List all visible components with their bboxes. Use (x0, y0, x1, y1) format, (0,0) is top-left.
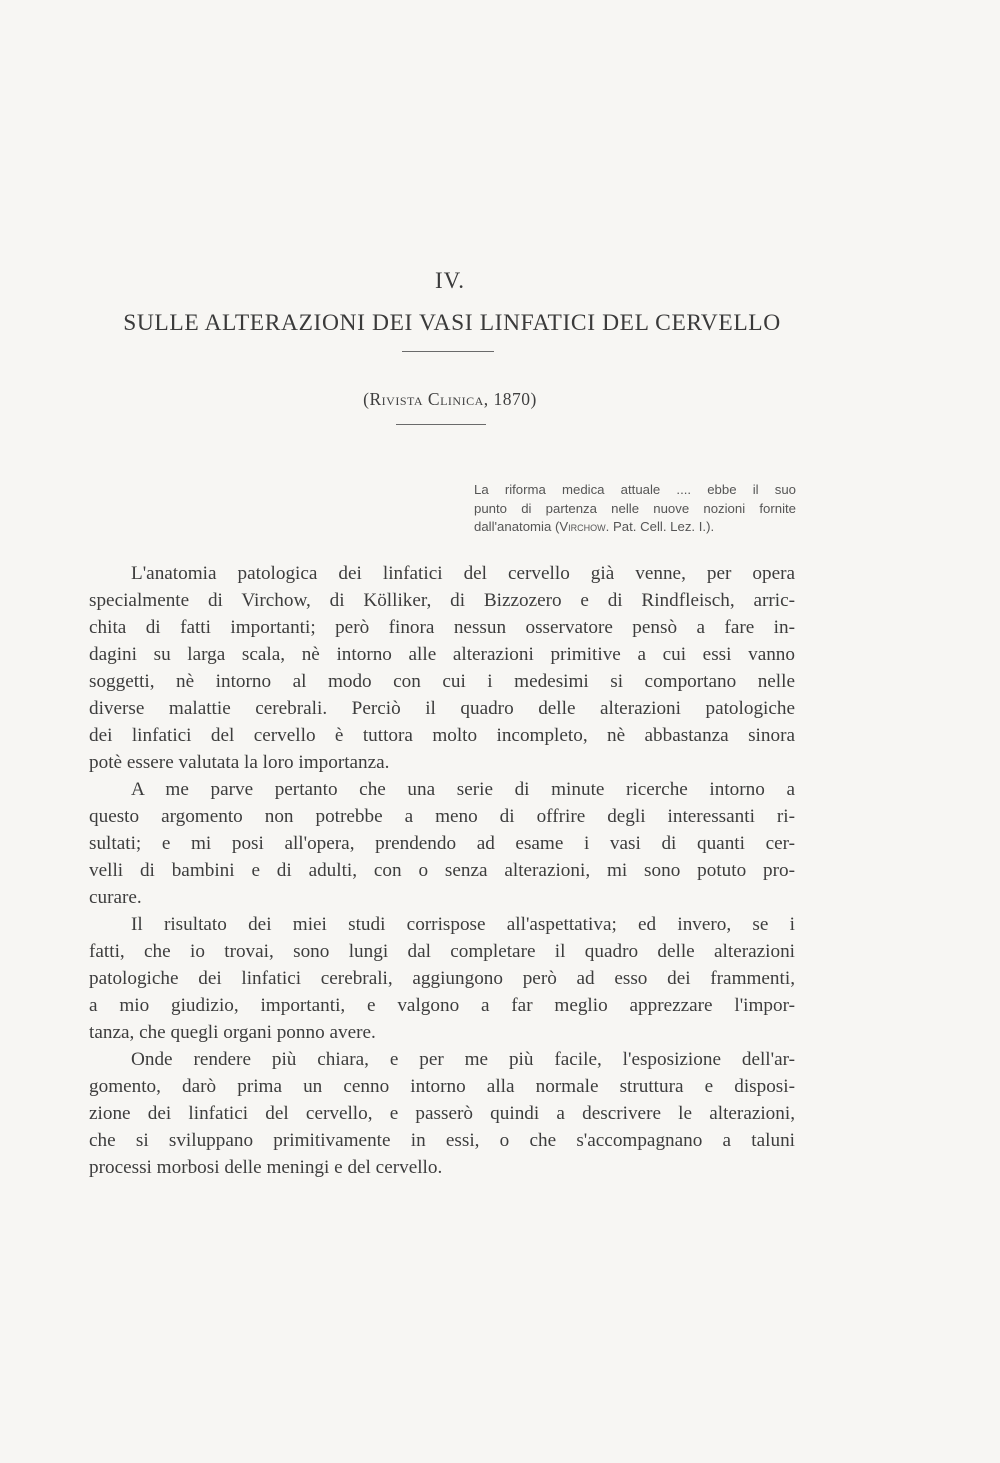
epigraph-line (474, 518, 796, 537)
paragraph (89, 560, 795, 776)
text-line: Onde rendere più chiara, e per me più facile, l'esposizione dell'ar- (131, 1049, 795, 1070)
text-line: chita di fatti importanti; però finora nessun osservatore pensò a fare in- (89, 617, 795, 638)
paragraph (89, 1046, 795, 1181)
text-line: questo argomento non potrebbe a meno di offrire degli interessanti ri- (89, 806, 795, 827)
text-line: potè essere valutata la loro importanza. (89, 752, 390, 773)
text-line: velli di bambini e di adulti, con o senza alterazioni, mi sono potuto pro- (89, 860, 795, 881)
chapter-number: IV. (434, 268, 466, 293)
text-line: dei linfatici del cervello è tuttora molto incompleto, nè abbastanza sinora (89, 725, 795, 746)
text-line: processi morbosi delle meningi e del cervello. (89, 1157, 443, 1178)
source-citation (0, 389, 900, 410)
text-line: sultati; e mi posi all'opera, prendendo ad esame i vasi di quanti cer- (89, 833, 795, 854)
epigraph-line: La riforma medica attuale .... ebbe il suo (474, 482, 796, 497)
text-line: L'anatomia patologica dei linfatici del cervello già venne, per opera (131, 563, 795, 584)
source-open-paren: ( (363, 389, 370, 409)
chapter-title: SULLE ALTERAZIONI DEI VASI LINFATICI DEL CERVELLO (123, 310, 781, 336)
title-divider (402, 351, 494, 352)
epigraph-line: punto di partenza nelle nuove nozioni fornite (474, 500, 796, 516)
paragraph (89, 911, 795, 1046)
epigraph-line-part: . Pat. Cell. Lez. I.). (605, 519, 715, 534)
epigraph-line-part: dall'anatomia ( (474, 519, 560, 534)
source-divider (396, 424, 486, 425)
text-line: dagini su larga scala, nè intorno alle alterazioni primitive a cui essi vanno (89, 644, 795, 665)
text-line: zione dei linfatici del cervello, e passerò quindi a descrivere le alterazioni, (89, 1103, 795, 1124)
text-line: tanza, che quegli organi ponno avere. (89, 1022, 376, 1043)
text-line: che si sviluppano primitivamente in essi, o che s'accompagnano a taluni (89, 1130, 795, 1151)
paragraph (89, 776, 795, 911)
text-line: fatti, che io trovai, sono lungi dal completare il quadro delle alterazioni (89, 941, 795, 962)
body-text (89, 560, 795, 1181)
text-line: soggetti, nè intorno al modo con cui i medesimi si comportano nelle (89, 671, 795, 692)
text-line: patologiche dei linfatici cerebrali, aggiungono però ad esso dei frammenti, (89, 968, 795, 989)
text-line: Il risultato dei miei studi corrispose all'aspettativa; ed invero, se i (131, 914, 795, 935)
source-journal: Rivista Clinica (369, 389, 484, 409)
epigraph-author: Virchow (559, 519, 606, 534)
text-line: gomento, darò prima un cenno intorno alla normale struttura e disposi- (89, 1076, 795, 1097)
text-line: A me parve pertanto che una serie di minute ricerche intorno a (131, 779, 795, 800)
text-line: specialmente di Virchow, di Kölliker, di Bizzozero e di Rindfleisch, arric- (89, 590, 795, 611)
text-line: a mio giudizio, importanti, e valgono a far meglio apprezzare l'impor- (89, 995, 795, 1016)
text-line: curare. (89, 887, 142, 908)
epigraph (474, 481, 796, 537)
text-line: diverse malattie cerebrali. Perciò il quadro delle alterazioni patologiche (89, 698, 795, 719)
source-rest: , 1870) (483, 389, 537, 409)
